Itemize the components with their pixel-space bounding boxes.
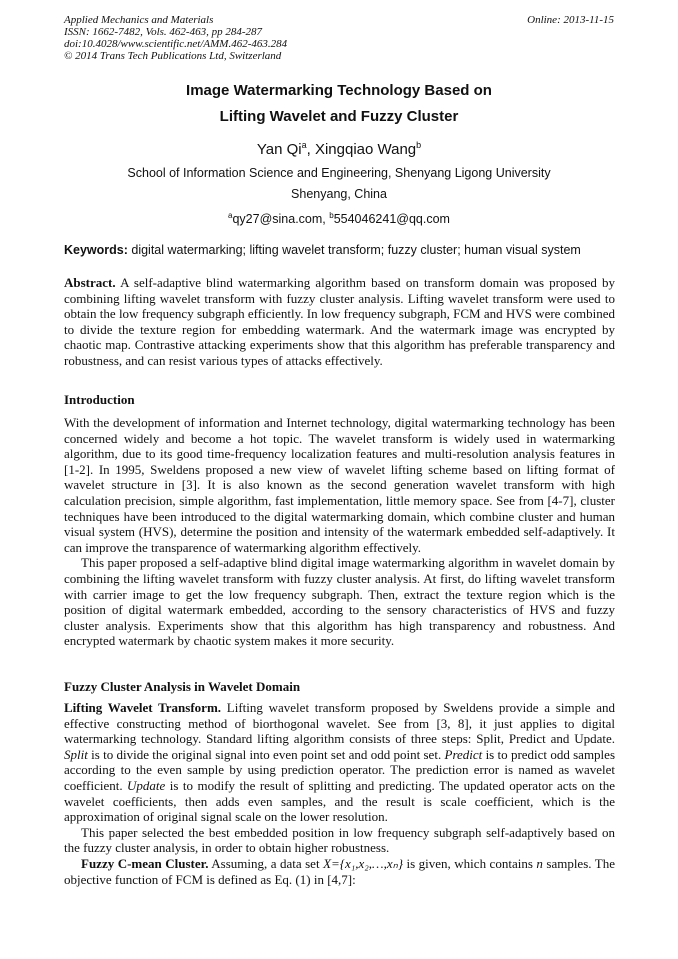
abstract bbox=[64, 275, 615, 369]
email-2-sup: b bbox=[329, 211, 334, 220]
fcm-set: X={x₁,x₂,…,xₙ} bbox=[323, 855, 404, 871]
keywords-label: Keywords: bbox=[64, 243, 128, 257]
author-2: Xingqiao Wang bbox=[314, 141, 417, 158]
fcm-text: is given, which contains bbox=[403, 855, 537, 871]
author-1: Yan Qi bbox=[256, 141, 302, 158]
split-term: Split bbox=[64, 746, 88, 762]
update-term: Update bbox=[127, 777, 166, 793]
author-sep: , bbox=[306, 141, 315, 158]
embedding-paragraph: This paper selected the best embedded position in low frequency subgraph self-adaptively based on the fuzzy cluster analysis, in order to obtain higher robustness. bbox=[64, 824, 615, 856]
email-1: qy27@sina.com, bbox=[232, 212, 330, 227]
intro-paragraph-2: This paper proposed a self-adaptive blind digital image watermarking algorithm in wavelet domain by combining the lifting wavelet transform with fuzzy cluster analysis. At first, do lifting wavelet transform with carrier image to get the low frequency subgraph. Then, extract the texture region which is the position of digital watermark embedded, according to the sensory characteristics of HVS and fuzzy cluster analysis. Experiments show that this algorithm has high transparency and robustness. And encrypted watermark by chaotic system makes it more security. bbox=[64, 555, 615, 649]
affiliation bbox=[0, 163, 678, 230]
authors bbox=[0, 140, 678, 158]
journal-header bbox=[64, 14, 287, 62]
email-2: 554046241@qq.com bbox=[333, 212, 450, 227]
lifting-wavelet-paragraph bbox=[64, 700, 615, 825]
author-2-sup: b bbox=[416, 140, 422, 150]
issn: ISSN: 1662-7482, Vols. 462-463, pp 284-287 bbox=[64, 26, 262, 38]
emails bbox=[0, 205, 678, 230]
introduction-body bbox=[64, 415, 615, 649]
email-1-sup: a bbox=[228, 211, 233, 220]
online-date: Online: 2013-11-15 bbox=[527, 14, 614, 26]
fcm-text: samples. The objective function of FCM is defined as Eq. (1) in [4,7]: bbox=[64, 855, 615, 887]
copyright: © 2014 Trans Tech Publications Ltd, Switzerland bbox=[64, 50, 282, 62]
lw-text: is to divide the original signal into even point set and odd point set. bbox=[87, 746, 445, 762]
keywords-text: digital watermarking; lifting wavelet transform; fuzzy cluster; human visual system bbox=[127, 243, 581, 257]
abstract-label: Abstract. bbox=[64, 275, 116, 290]
section-body bbox=[64, 700, 615, 887]
paper-title bbox=[0, 78, 678, 130]
lw-label: Lifting Wavelet Transform. bbox=[64, 700, 222, 715]
keywords bbox=[64, 243, 615, 259]
fcm-paragraph bbox=[64, 856, 615, 887]
title-line-2: Lifting Wavelet and Fuzzy Cluster bbox=[219, 108, 459, 125]
lw-text: is to predict odd samples according to the even sample by using prediction operator. The prediction error is named as wavelet coefficient. bbox=[64, 746, 615, 793]
introduction-heading: Introduction bbox=[64, 392, 135, 407]
affiliation-line-2: Shenyang, China bbox=[291, 187, 387, 201]
predict-term: Predict bbox=[444, 746, 483, 762]
doi: doi:10.4028/www.scientific.net/AMM.462-463.284 bbox=[64, 38, 288, 50]
fcm-text: Assuming, a data set bbox=[208, 855, 324, 871]
abstract-text: A self-adaptive blind watermarking algorithm based on transform domain was proposed by combining lifting wavelet transform with fuzzy cluster analysis. Lifting wavelet transform were used to obtain the low frequency subgraph efficiently. In low frequency subgraph, FCM and HVS were combined to divide the texture region for embedding watermark. And the watermark image was encrypted by chaotic map. Contrastive attacking experiments show that this algorithm has preferable transparency and robustness, and can resist various types of attacks effectively. bbox=[64, 275, 615, 368]
lw-text: is to modify the result of splitting and predicting. The updated operator acts on the wavelet coefficients, then adds even samples, and the result is scale coefficient, which is the approximation of original signal scale on the lower resolution. bbox=[64, 777, 615, 825]
journal-name: Applied Mechanics and Materials bbox=[64, 14, 214, 26]
lw-text: Lifting wavelet transform proposed by Sweldens provide a simple and effective constructing method of biorthogonal wavelet. See from [3, 8], it just applies to digital watermarking technology. Standard lifting algorithm consists of three steps: Split, Predict and Update. bbox=[64, 700, 615, 747]
section-heading: Fuzzy Cluster Analysis in Wavelet Domain bbox=[64, 679, 301, 694]
fcm-label: Fuzzy C-mean Cluster. bbox=[81, 855, 209, 871]
author-1-sup: a bbox=[301, 140, 307, 150]
affiliation-line-1: School of Information Science and Engineering, Shenyang Ligong University bbox=[127, 166, 551, 180]
title-line-1: Image Watermarking Technology Based on bbox=[186, 82, 492, 99]
intro-paragraph-1: With the development of information and Internet technology, digital watermarking technology has been concerned widely and become a hot topic. The wavelet transform is widely used in watermarking algorithm, due to its good time-frequency localization features and multi-resolution analysis features in [1-2]. In 1995, Sweldens proposed a new view of wavelet lifting scheme based on lifting format of wavelet structure in [3]. It is also known as the second generation wavelet transform with high calculation precision, simple algorithm, fast implementation, little memory space. See from [4-7], cluster techniques have been introduced to the digital watermarking domain, which combine cluster and human visual system (HVS), determine the position and intensity of the watermark embedded self-adaptively. It can improve the transparence of watermarking algorithm effectively. bbox=[64, 415, 615, 555]
fcm-n: n bbox=[536, 855, 543, 871]
